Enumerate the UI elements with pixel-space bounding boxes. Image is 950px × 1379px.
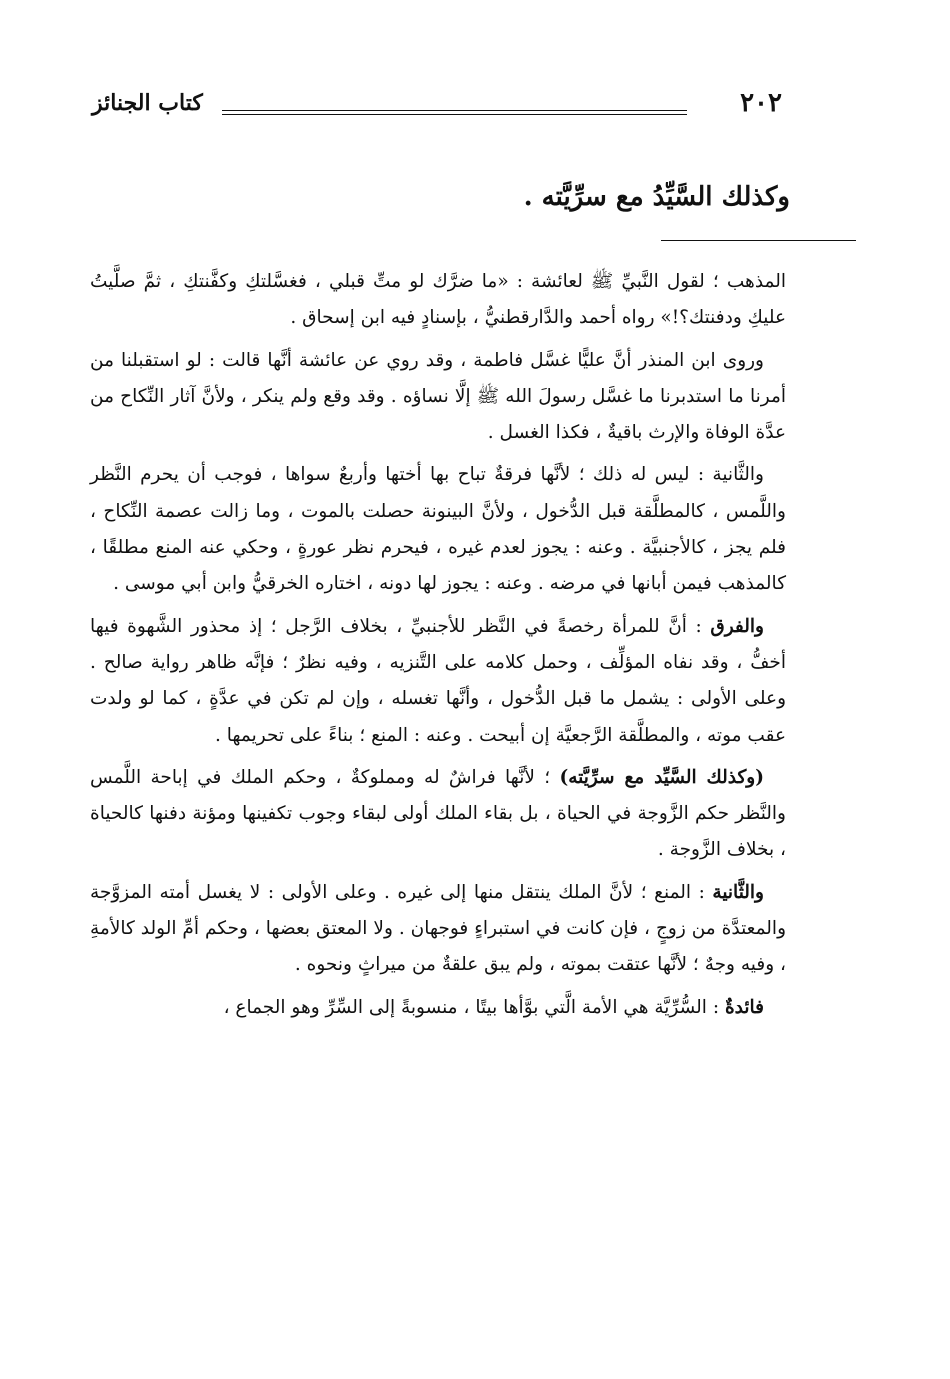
paragraph-lead: والثَّانية <box>712 881 764 903</box>
paragraph-text: : السُّرِّيَّة هي الأمة الَّتي بوَّأها بيتًا ، منسوبةً إلى السِّرِّ وهو الجماع ، <box>223 996 725 1018</box>
paragraph-7 <box>90 990 786 1026</box>
paragraph-lead: والفرق <box>710 615 764 637</box>
page-number: ٢٠٢ <box>740 88 782 118</box>
paragraph-4 <box>90 609 786 754</box>
header-rule <box>222 110 687 115</box>
paragraph-5 <box>90 760 786 869</box>
paragraph-text: : المنع ؛ لأنَّ الملك ينتقل منها إلى غيره . وعلى الأولى : لا يغسل أمته المزوَّجة والمعتدَّة من زوجٍ ، فإن كانت في استبراءٍ فوجهان . ولا المعتق بعضها ، وحكم أمِّ الولد كالأمةِ ، وفيه وجهٌ ؛ لأنَّها عتقت بموته ، ولم يبق علقةٌ من ميراثٍ ونحوه . <box>90 881 786 976</box>
paragraph-lead: فائدةٌ <box>724 996 764 1018</box>
paragraph-2 <box>90 343 786 452</box>
commentary-body <box>90 264 786 1032</box>
page-header <box>92 88 782 128</box>
paragraph-6 <box>90 875 786 984</box>
matn-text: وكذلك السَّيِّدُ مع سرِّيَّته . <box>523 182 790 212</box>
paragraph-lead: (وكذلك السَّيِّد مع سرِّيَّته) <box>559 766 764 788</box>
paragraph-text: ؛ لأنَّها فراشٌ له ومملوكةٌ ، وحكم الملك في إباحة اللَّمس والنَّظر حكم الزَّوجة في الحياة ، بل بقاء الملك أولى لبقاء وجوب تكفينها ومؤنة دفنها كالحياة ، بخلاف الزَّوجة . <box>90 766 786 861</box>
paragraph-text: : أنَّ للمرأة رخصةً في النَّظر للأجنبيِّ ، بخلاف الرَّجل ؛ إذ محذور الشَّهوة فيها أخفُّ ، وقد نفاه المؤلِّف ، وحمل كلامه على التَّنزيه ، وفيه نظرٌ ؛ فإنَّه ظاهر رواية صالح . وعلى الأولى : يشمل ما قبل الدُّخول ، وأنَّها تغسله ، وإن لم تكن في عدَّةٍ ، كما لو ولدت عقب موته ، والمطلَّقة الرَّجعيَّة إن أبيحت . وعنه : المنع ؛ بناءً على تحريمها . <box>90 615 786 746</box>
matn-separator <box>661 240 856 241</box>
running-title: كتاب الجنائز <box>92 90 203 116</box>
paragraph-text: المذهب ؛ لقول النَّبيِّ ﷺ لعائشة : «ما ضرَّك لو متِّ قبلي ، فغسَّلتكِ وكفَّنتكِ ، ثمَّ صلَّيتُ عليكِ ودفنتك؟!» رواه أحمد والدَّارقطنيُّ ، بإسنادٍ فيه ابن إسحاق . <box>90 271 786 329</box>
paragraph-text: وروى ابن المنذر أنَّ عليًّا غسَّل فاطمة ، وقد روي عن عائشة أنَّها قالت : لو استقبلنا من أمرنا ما استدبرنا ما غسَّل رسولَ الله ﷺ إلَّا نساؤه . وقد وقع ولم ينكر ، ولأنَّ آثار النِّكاح من عدَّة الوفاة والإرث باقيةٌ ، فكذا الغسل . <box>90 349 786 444</box>
paragraph-3 <box>90 457 786 602</box>
paragraph-text: والثَّانية : ليس له ذلك ؛ لأنَّها فرقةٌ تباح بها أختها وأربعٌ سواها ، فوجب أن يحرم النَّظر واللَّمس ، كالمطلَّقة قبل الدُّخول ، ولأنَّ البينونة حصلت بالموت ، وما زالت عصمة النِّكاح ، فلم يجز ، كالأجنبيَّة . وعنه : يجوز لعدم غيره ، فيحرم نظر عورةٍ ، وحكي عنه المنع مطلقًا ، كالمذهب فيمن أبانها في مرضه . وعنه : يجوز لها دونه ، اختاره الخرقيُّ وابن أبي موسى . <box>90 464 786 595</box>
paragraph-1 <box>90 264 786 337</box>
